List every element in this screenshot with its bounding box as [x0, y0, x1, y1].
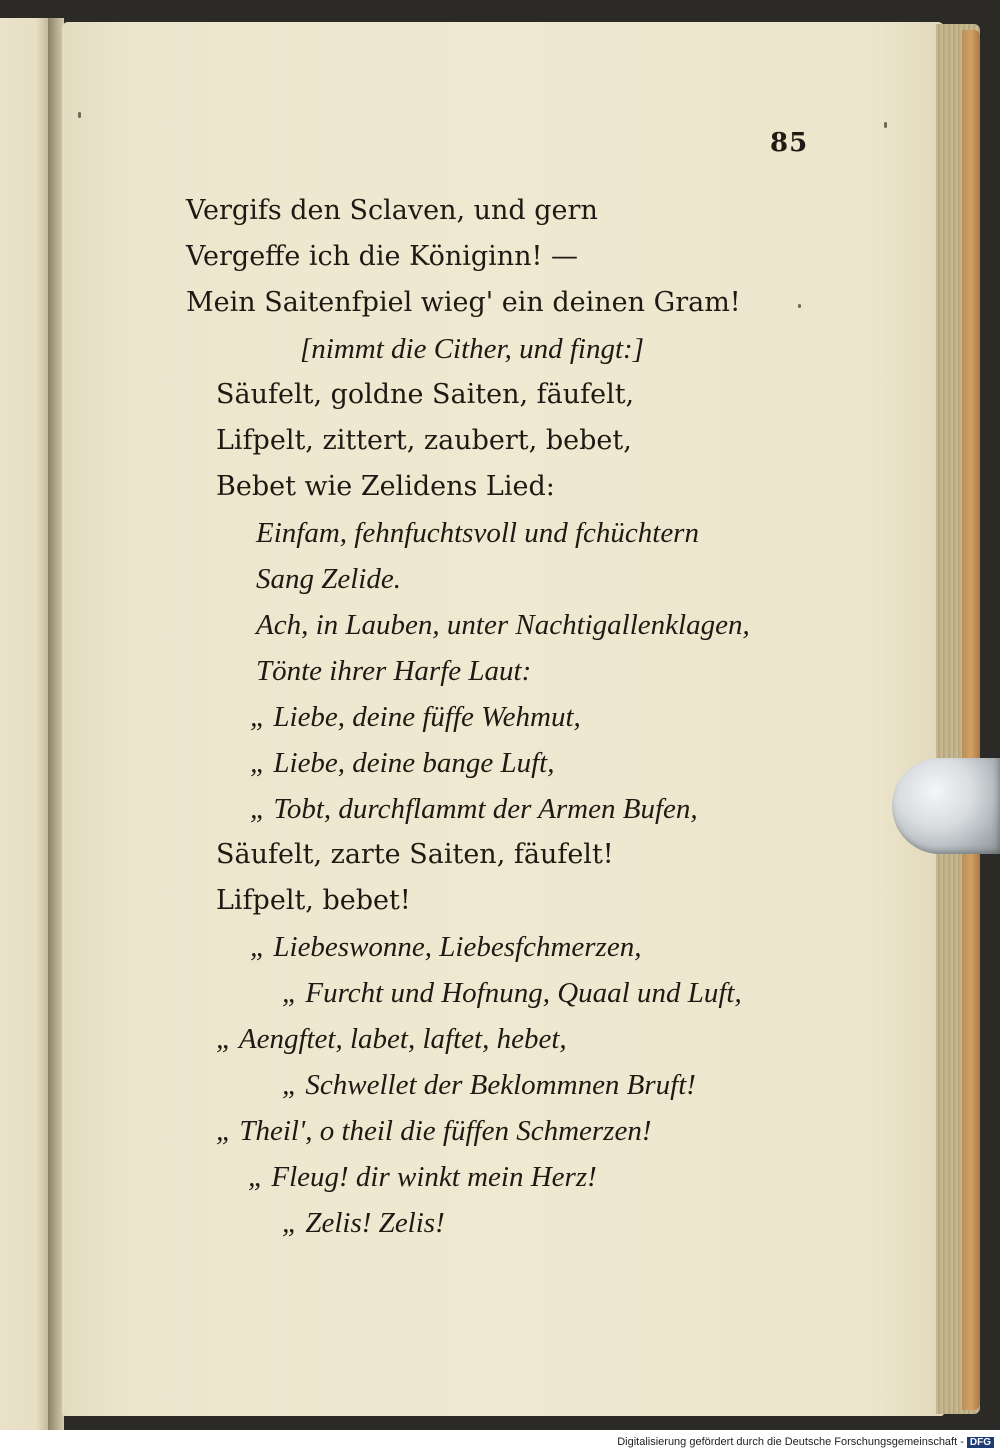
verse-line: Säufelt, goldne Saiten, fäufelt,: [216, 379, 635, 410]
song-line: „ Tobt, durchflammt der Armen Bufen,: [250, 793, 698, 825]
paper-speck: [884, 122, 887, 128]
verse-line: Lifpelt, zittert, zaubert, bebet,: [216, 425, 632, 456]
song-line: Tönte ihrer Harfe Laut:: [256, 655, 532, 687]
page-edges-cover: [962, 30, 980, 1410]
page-clip: [892, 758, 1000, 854]
digitization-credit: [617, 1436, 994, 1448]
verse-line: Mein Saitenfpiel wieg' ein deinen Gram!: [186, 287, 741, 318]
song-line: „ Liebeswonne, Liebesfchmerzen,: [250, 931, 642, 963]
paper-speck: [78, 112, 81, 118]
stage-direction: [nimmt die Cither, und fingt:]: [300, 333, 644, 365]
credit-text: Digitalisierung gefördert durch die Deutsche Forschungsgemeinschaft -: [617, 1436, 964, 1448]
page-number: 85: [770, 128, 809, 158]
song-line: Einfam, fehnfuchtsvoll und fchüchtern: [256, 517, 699, 549]
song-line: Sang Zelide.: [256, 563, 401, 595]
song-line: „ Theil', o theil die füffen Schmerzen!: [216, 1115, 652, 1147]
dfg-logo: DFG: [967, 1437, 994, 1448]
verse-line: Bebet wie Zelidens Lied:: [216, 471, 555, 502]
verse-line: Säufelt, zarte Saiten, fäufelt!: [216, 839, 614, 870]
verse-line: Vergeffe ich die Königinn! —: [186, 241, 578, 272]
left-page-edge: [0, 18, 52, 1430]
song-line: „ Liebe, deine bange Luft,: [250, 747, 555, 779]
song-line: „ Zelis! Zelis!: [282, 1207, 445, 1239]
verse-line: Lifpelt, bebet!: [216, 885, 411, 916]
song-line: „ Furcht und Hofnung, Quaal und Luft,: [282, 977, 742, 1009]
verse-line: Vergifs den Sclaven, und gern: [186, 195, 598, 226]
song-line: Ach, in Lauben, unter Nachtigallenklagen,: [256, 609, 750, 641]
song-line: „ Liebe, deine füffe Wehmut,: [250, 701, 581, 733]
song-line: „ Schwellet der Beklommnen Bruft!: [282, 1069, 696, 1101]
paper-speck: [798, 304, 801, 308]
song-line: „ Aengftet, labet, laftet, hebet,: [216, 1023, 567, 1055]
song-line: „ Fleug! dir winkt mein Herz!: [248, 1161, 597, 1193]
